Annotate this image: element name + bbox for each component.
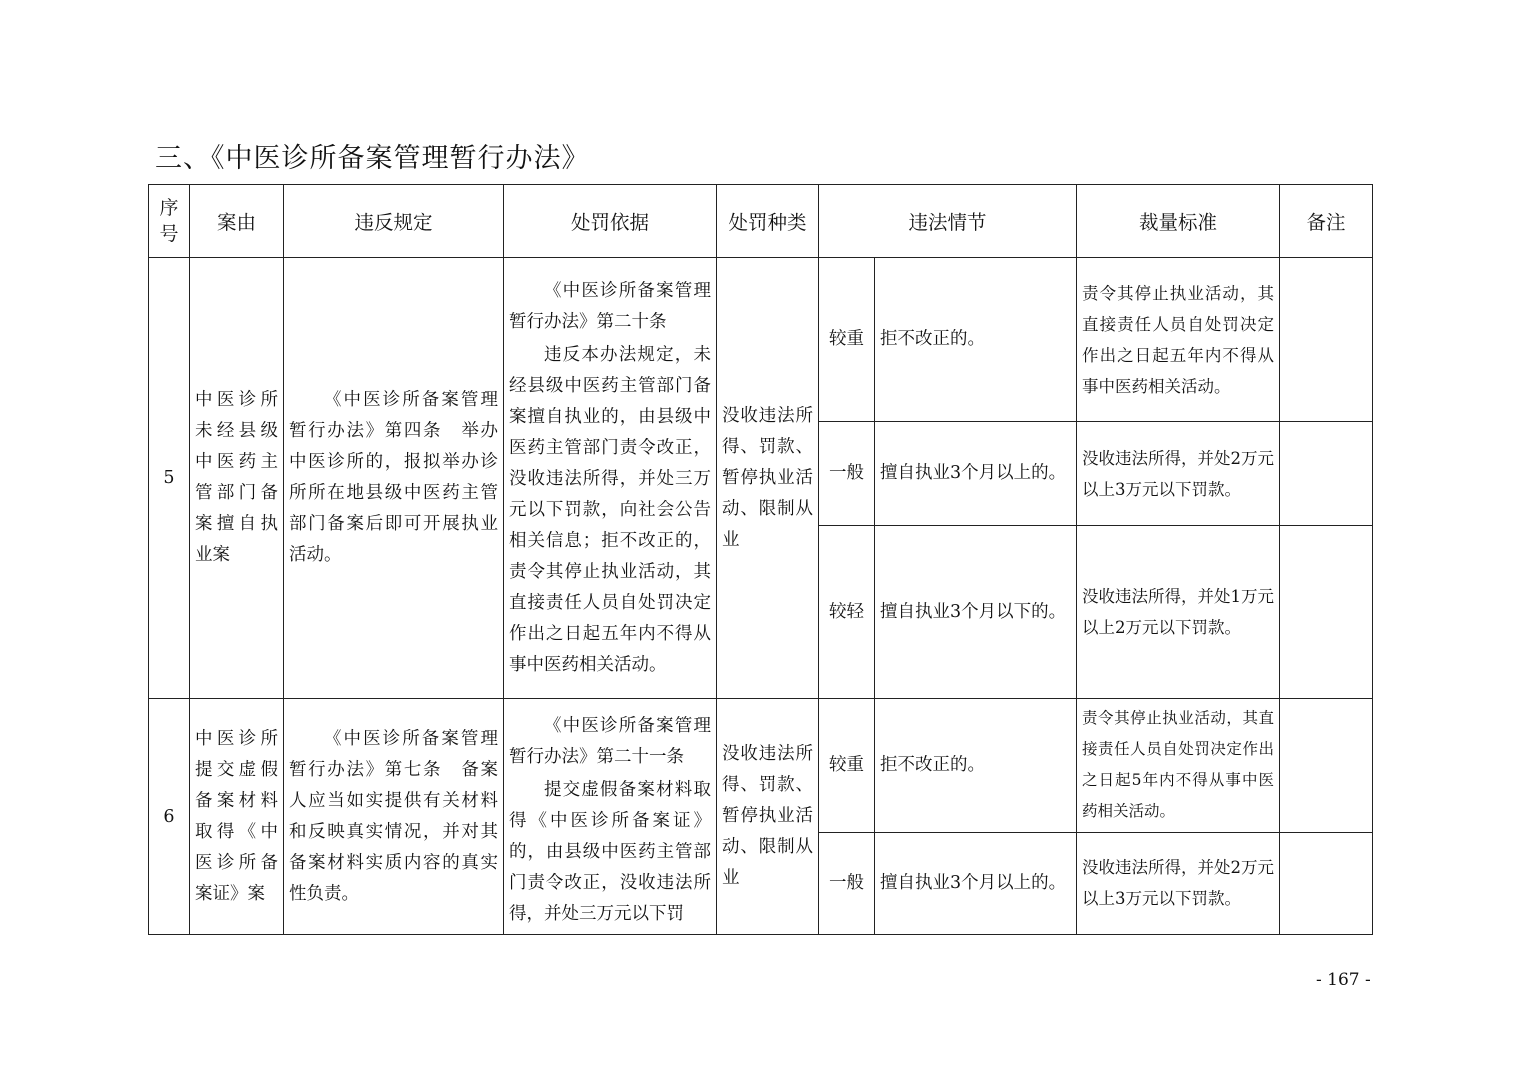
row-violated: 《中医诊所备案管理暂行办法》第四条 举办中医诊所的，报拟举办诊所所在地县级中医药主管部门备案后即可开展执业活动。: [284, 258, 504, 699]
level-label: 较重: [819, 699, 875, 833]
circumstance: 擅自执业3个月以上的。: [875, 832, 1077, 934]
section-heading: 三、《中医诊所备案管理暂行办法》: [155, 143, 590, 174]
row-cause: 中医诊所提交虚假备案材料取得《中医诊所备案证》案: [190, 699, 284, 935]
col-header-violated: 违反规定: [284, 185, 504, 258]
col-header-seq: 序号: [149, 185, 190, 258]
col-header-cause: 案由: [190, 185, 284, 258]
level-label: 较重: [819, 258, 875, 422]
row-violated: 《中医诊所备案管理暂行办法》第七条 备案人应当如实提供有关材料和反映真实情况，并对其备案材料实质内容的真实性负责。: [284, 699, 504, 935]
level-label: 一般: [819, 422, 875, 526]
table-row: [149, 699, 1373, 833]
standard: 没收违法所得，并处1万元以上2万元以下罚款。: [1077, 526, 1280, 699]
circumstance: 拒不改正的。: [875, 699, 1077, 833]
basis-title: 《中医诊所备案管理暂行办法》第二十条: [509, 280, 711, 332]
circumstance: 拒不改正的。: [875, 258, 1077, 422]
note: [1280, 699, 1373, 833]
col-header-note: 备注: [1280, 185, 1373, 258]
basis-title: 《中医诊所备案管理暂行办法》第二十一条: [509, 716, 711, 767]
col-header-penalty: 处罚种类: [717, 185, 819, 258]
row-penalty: 没收违法所得、罚款、暂停执业活动、限制从业: [717, 258, 819, 699]
standard: 没收违法所得，并处2万元以上3万元以下罚款。: [1077, 422, 1280, 526]
standard: 责令其停止执业活动，其直接责任人员自处罚决定作出之日起五年内不得从事中医药相关活动。: [1077, 258, 1280, 422]
standard: 没收违法所得，并处2万元以上3万元以下罚款。: [1077, 832, 1280, 934]
col-header-standard: 裁量标准: [1077, 185, 1280, 258]
header-row: [149, 185, 1373, 258]
circumstance: 擅自执业3个月以上的。: [875, 422, 1077, 526]
row-basis: [504, 699, 717, 935]
standard: 责令其停止执业活动，其直接责任人员自处罚决定作出之日起5年内不得从事中医药相关活动。: [1077, 699, 1280, 833]
col-header-circumstance: 违法情节: [819, 185, 1077, 258]
level-label: 一般: [819, 832, 875, 934]
penalty-table: [148, 184, 1373, 935]
page-number: - 167 -: [1316, 970, 1371, 990]
level-label: 较轻: [819, 526, 875, 699]
col-header-basis: 处罚依据: [504, 185, 717, 258]
row-basis: [504, 258, 717, 699]
note: [1280, 832, 1373, 934]
row-seq: 5: [149, 258, 190, 699]
note: [1280, 258, 1373, 422]
circumstance: 擅自执业3个月以下的。: [875, 526, 1077, 699]
note: [1280, 526, 1373, 699]
basis-text: 违反本办法规定，未经县级中医药主管部门备案擅自执业的，由县级中医药主管部门责令改正，没收违法所得，并处三万元以下罚款，向社会公告相关信息；拒不改正的，责令其停止执业活动，其直接责任人员自处罚决定作出之日起五年内不得从事中医药相关活动。: [509, 344, 711, 675]
row-cause: 中医诊所未经县级中医药主管部门备案擅自执业案: [190, 258, 284, 699]
note: [1280, 422, 1373, 526]
row-seq: 6: [149, 699, 190, 935]
row-penalty: 没收违法所得、罚款、暂停执业活动、限制从业: [717, 699, 819, 935]
basis-text: 提交虚假备案材料取得《中医诊所备案证》的，由县级中医药主管部门责令改正，没收违法所得，并处三万元以下罚: [509, 780, 711, 924]
table-row: [149, 258, 1373, 422]
